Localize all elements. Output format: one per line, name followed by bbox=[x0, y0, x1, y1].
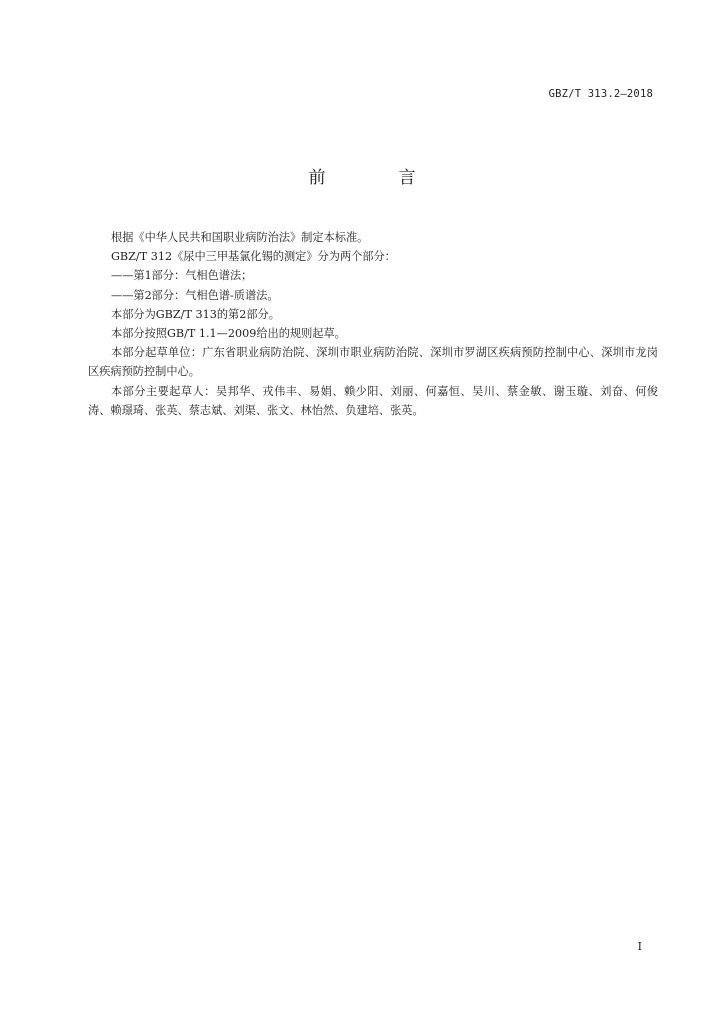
paragraph-part-2: ——第2部分：气相色谱-质谱法。 bbox=[111, 288, 279, 302]
foreword-body bbox=[88, 228, 658, 420]
paragraph-drafting-rules: 本部分按照GB/T 1.1—2009给出的规则起草。 bbox=[111, 327, 346, 341]
page-number: I bbox=[637, 940, 642, 953]
paragraph-parts-intro: GBZ/T 312《尿中三甲基氯化锡的测定》分为两个部分： bbox=[111, 250, 396, 264]
paragraph-legal-basis: 根据《中华人民共和国职业病防治法》制定本标准。 bbox=[111, 231, 369, 244]
paragraph-part-1: ——第1部分：气相色谱法； bbox=[111, 269, 253, 283]
paragraph-this-part: 本部分为GBZ/T 313的第2部分。 bbox=[111, 307, 280, 321]
page-title: 前 言 bbox=[308, 168, 444, 188]
paragraph-drafters: 本部分主要起草人：吴邦华、戎伟丰、易娟、赖少阳、刘丽、何嘉恒、吴川、蔡金敏、谢玉璇、刘奋、何俊涛、赖璟琦、张英、蔡志斌、刘渠、张文、林怡然、负建培、张英。 bbox=[88, 384, 658, 417]
paragraph-drafting-units: 本部分起草单位：广东省职业病防治院、深圳市职业病防治院、深圳市罗湖区疾病预防控制中心、深圳市龙岗区疾病预防控制中心。 bbox=[88, 346, 658, 379]
standard-number: GBZ/T 313.2—2018 bbox=[548, 88, 653, 100]
